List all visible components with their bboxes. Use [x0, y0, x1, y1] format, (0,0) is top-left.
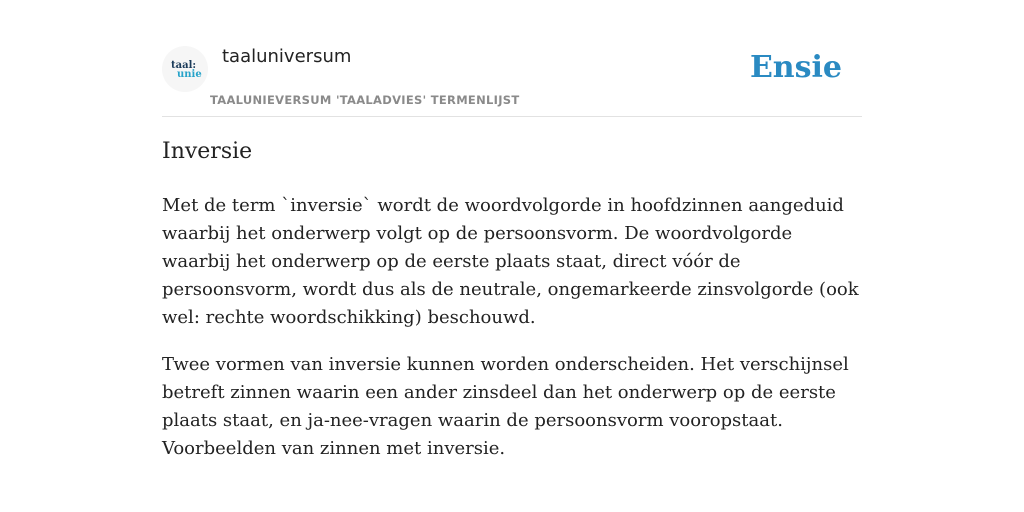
- ensie-brand-logo[interactable]: Ensie: [749, 50, 842, 85]
- page-container: [162, 0, 862, 459]
- source-subtitle: TAALUNIEVERSUM 'TAALADVIES' TERMENLIJST: [210, 93, 520, 107]
- page-header: [162, 0, 862, 117]
- taalunie-logo[interactable]: [162, 46, 208, 92]
- page-title: Inversie: [162, 139, 253, 164]
- logo-text-taal: taal:: [171, 60, 197, 71]
- definition-paragraph-2: Twee vormen van inversie kunnen worden onderscheiden. Het verschijnsel betreft zinnen waarin een ander zinsdeel dan het onderwerp op de eerste plaats staat, en ja-nee-vragen waarin de persoonsvorm vooropstaat. Voorbeelden van zinnen met inversie.: [162, 354, 849, 459]
- source-name-link[interactable]: taaluniversum: [222, 46, 352, 67]
- definition-paragraph-1: Met de term `inversie` wordt de woordvolgorde in hoofdzinnen aangeduid waarbij het onderwerp volgt op de persoonsvorm. De woordvolgorde waarbij het onderwerp op de eerste plaats staat, direct vóór de persoonsvorm, wordt dus als de neutrale, ongemarkeerde zinsvolgorde (ook wel: rechte woordschikking) beschouwd.: [162, 195, 859, 328]
- logo-text-unie: unie: [177, 69, 202, 80]
